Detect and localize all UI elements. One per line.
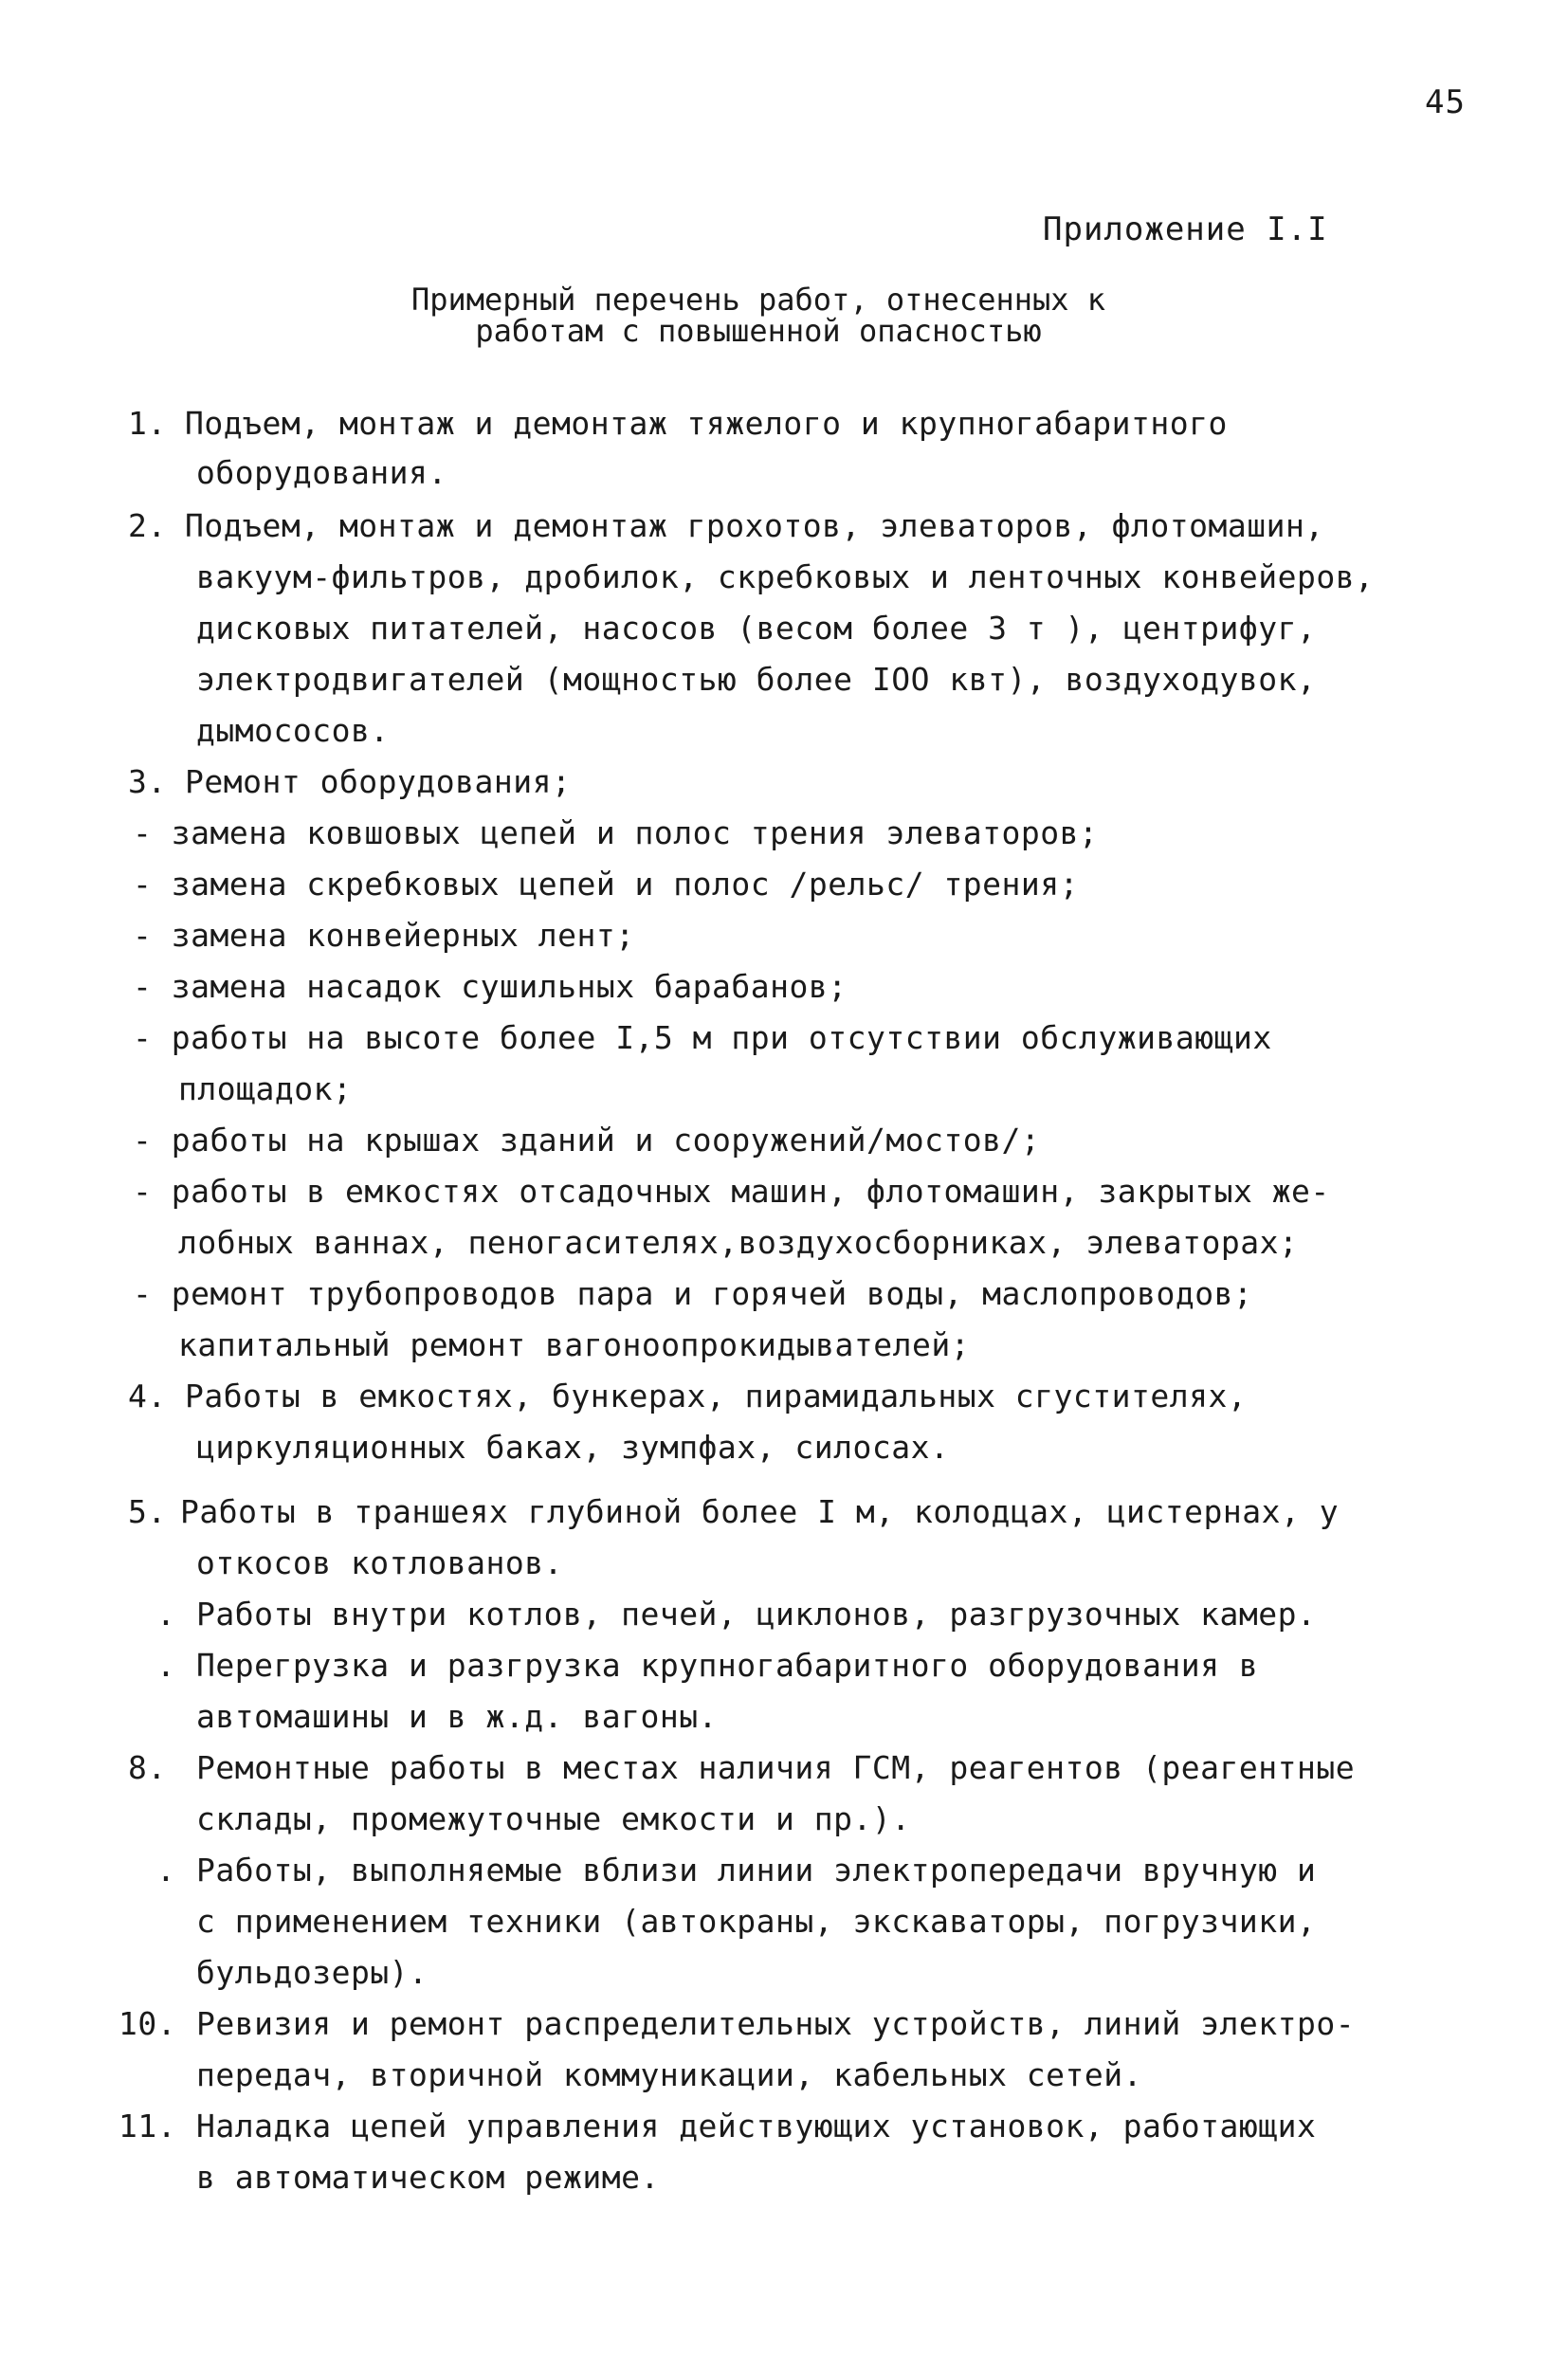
list-item-9-cont: бульдозеры). [196, 1954, 428, 1991]
item-number: 2. [128, 507, 167, 544]
list-item-1 [128, 405, 1228, 442]
dash-item: - работы на высоте более I,5 м при отсутствии обслуживающих [133, 1019, 1272, 1056]
item-text: Перегрузка и разгрузка крупногабаритного оборудования в [196, 1647, 1259, 1684]
dash-item-cont: капитальный ремонт вагоноопрокидывателей; [178, 1326, 971, 1363]
item-number: . [156, 1647, 176, 1684]
list-item-8-cont: склады, промежуточные емкости и пр.). [196, 1800, 911, 1837]
list-item-2-cont: дымососов. [196, 712, 390, 749]
list-item-9 [156, 1852, 1317, 1889]
list-item-7-cont: автомашины и в ж.д. вагоны. [196, 1698, 718, 1735]
dash-item-cont: площадок; [178, 1070, 353, 1107]
list-item-2-cont: электродвигателей (мощностью более IОО квт), воздуходувок, [196, 661, 1317, 698]
item-number: 10. [119, 2005, 177, 2042]
title-line-2: работам с повышенной опасностью [475, 313, 1042, 349]
item-text: Ревизия и ремонт распределительных устройств, линий электро- [196, 2005, 1356, 2042]
item-number: 8. [128, 1749, 167, 1786]
list-item-6 [156, 1596, 1317, 1633]
list-item-8 [128, 1749, 1356, 1786]
list-item-11-cont: в автоматическом режиме. [196, 2159, 660, 2196]
list-item-9-cont: с применением техники (автокраны, экскаваторы, погрузчики, [196, 1903, 1317, 1940]
item-text: Подъем, монтаж и демонтаж тяжелого и крупногабаритного [185, 405, 1228, 442]
title-line-1: Примерный перечень работ, отнесенных к [410, 282, 1106, 318]
dash-item: - замена ковшовых цепей и полос трения элеваторов; [133, 814, 1099, 851]
dash-item: - работы в емкостях отсадочных машин, флотомашин, закрытых же- [133, 1173, 1330, 1210]
item-text: Работы внутри котлов, печей, циклонов, разгрузочных камер. [196, 1596, 1317, 1633]
list-item-5 [128, 1493, 1340, 1530]
list-item-4 [128, 1378, 1248, 1415]
list-item-2 [128, 507, 1324, 544]
item-text: Работы в емкостях, бункерах, пирамидальных сгустителях, [185, 1378, 1248, 1415]
list-item-4-cont: циркуляционных баках, зумпфах, силосах. [196, 1429, 950, 1466]
item-number: 3. [128, 763, 167, 800]
item-number: 11. [119, 2108, 177, 2145]
item-number: 1. [128, 405, 167, 442]
list-item-2-cont: дисковых питателей, насосов (весом более 3 т ), центрифуг, [196, 610, 1317, 647]
item-text: Работы в траншеях глубиной более I м, колодцах, цистернах, у [180, 1493, 1340, 1530]
list-item-11 [119, 2108, 1317, 2145]
list-item-10-cont: передач, вторичной коммуникации, кабельных сетей. [196, 2056, 1143, 2093]
list-item-5-cont: откосов котлованов. [196, 1544, 563, 1581]
item-text: Работы, выполняемые вблизи линии электропередачи вручную и [196, 1852, 1317, 1889]
item-number: 5. [128, 1493, 167, 1530]
list-item-2-cont: вакуум-фильтров, дробилок, скребковых и ленточных конвейеров, [196, 558, 1375, 595]
list-item-7 [156, 1647, 1259, 1684]
item-text: Наладка цепей управления действующих установок, работающих [196, 2108, 1317, 2145]
dash-item: - замена насадок сушильных барабанов; [133, 968, 848, 1005]
list-item-3 [128, 763, 572, 800]
item-text: Ремонтные работы в местах наличия ГСМ, реагентов (реагентные [196, 1749, 1356, 1786]
list-item-10 [119, 2005, 1356, 2042]
dash-item: - замена скребковых цепей и полос /рельс/ трения; [133, 866, 1080, 903]
item-number: . [156, 1852, 176, 1889]
appendix-label: Приложение I.I [1043, 210, 1328, 248]
page-number: 45 [1425, 83, 1466, 121]
dash-item: - ремонт трубопроводов пара и горячей воды, маслопроводов; [133, 1275, 1253, 1312]
item-number: . [156, 1596, 176, 1633]
list-item-1-cont: оборудования. [196, 454, 447, 491]
item-number: 4. [128, 1378, 167, 1415]
dash-item: - работы на крышах зданий и сооружений/мостов/; [133, 1122, 1041, 1159]
dash-item-cont: лобных ваннах, пеногасителях,воздухосборниках, элеваторах; [178, 1224, 1299, 1261]
dash-item: - замена конвейерных лент; [133, 917, 635, 954]
item-text: Ремонт оборудования; [185, 763, 572, 800]
item-text: Подъем, монтаж и демонтаж грохотов, элеваторов, флотомашин, [185, 507, 1324, 544]
